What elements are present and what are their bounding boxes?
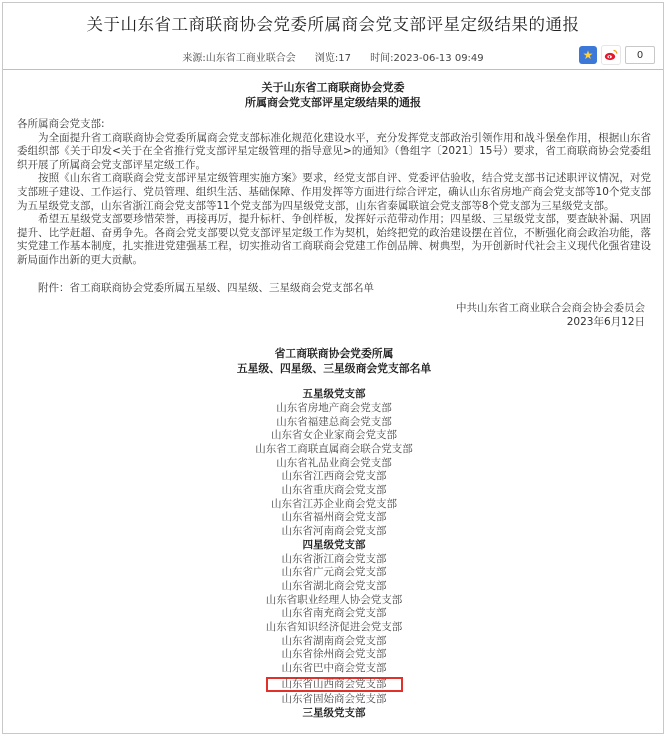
paragraph-1: 为全面提升省工商联商协会党委所属商会党支部标准化规范化建设水平，充分发挥党支部政治引领作用和战斗堡垒作用，根据山东省委组织部《关于印发<关于在全省推行党支部评星定级管理的指导意见>的通知》（鲁组字〔2021〕15号）要求，省工商联商协会党委组织开展了所属商会党支部评星定级工作。 [17, 131, 651, 171]
source-label: 来源:山东省工商业联合会 [182, 53, 296, 64]
list-item: 山东省广元商会党支部 [281, 566, 387, 579]
list-item: 山东省江苏企业商会党支部 [271, 497, 397, 510]
three-star-label: 三星级党支部 [302, 706, 366, 719]
list-item: 山东省湖北商会党支部 [281, 579, 387, 592]
article-frame [2, 2, 664, 734]
list-item: 山东省福建总商会党支部 [276, 415, 392, 428]
list-item: 山东省江西商会党支部 [281, 470, 387, 483]
page-title: 关于山东省工商联商协会党委所属商会党支部评星定级结果的通报 [86, 15, 580, 34]
views-label: 浏览:17 [314, 53, 351, 64]
list-item: 山东省湖南商会党支部 [281, 634, 387, 647]
list-item: 山东省房地产商会党支部 [276, 401, 392, 414]
list-title-line2: 五星级、四星级、三星级商会党支部名单 [236, 361, 432, 375]
list-item: 山东省南充商会党支部 [281, 607, 387, 620]
five-star-list [17, 402, 651, 539]
sign-date: 2023年6月12日 [566, 316, 645, 329]
greeting: 各所属商会党支部: [17, 118, 105, 130]
list-item: 山东省固始商会党支部 [281, 692, 387, 705]
star-icon[interactable]: ★ [579, 46, 597, 64]
meta-bar [3, 43, 663, 70]
article-body [3, 118, 663, 720]
list-title-line1: 省工商联商协会党委所属 [274, 347, 394, 361]
paragraph-3: 希望五星级党支部要珍惜荣誉，再接再厉，提升标杆、争创样板，发挥好示范带动作用；四星级、三星级党支部，要查缺补漏、巩固提升、比学赶超、奋勇争先。各商会党支部要以党支部评星定级工作为契机，始终把党的政治建设摆在首位，不断强化商会政治功能，落实党建工作基本制度，扎实推进党建强基工程，切实推动省工商联商会党建工作创品牌、树典型，为开创新时代社会主义现代化强省建设新局面作出新的更大贡献。 [17, 213, 651, 266]
highlighted-list-item: 山东省山西商会党支部 [266, 677, 403, 692]
article-meta [3, 49, 663, 64]
share-tools [579, 45, 655, 65]
list-item: 山东省河南商会党支部 [281, 525, 387, 538]
notice-heading-line2: 所属商会党支部评星定级结果的通报 [245, 96, 421, 109]
five-star-label: 五星级党支部 [302, 388, 366, 401]
list-item: 山东省知识经济促进会党支部 [265, 621, 403, 634]
list-item: 山东省工商联直属商会联合党支部 [255, 442, 413, 455]
sign-organization: 中共山东省工商业联合会商会协会委员会 [456, 302, 645, 315]
weibo-icon[interactable] [601, 45, 621, 65]
list-item: 山东省徐州商会党支部 [281, 648, 387, 661]
list-item: 山东省女企业家商会党支部 [271, 429, 397, 442]
notice-heading-line1: 关于山东省工商联商协会党委 [261, 81, 405, 94]
list-item: 山东省职业经理人协会党支部 [265, 593, 403, 606]
list-item: 山东省巴中商会党支部 [281, 662, 387, 675]
time-label: 时间:2023-06-13 09:49 [370, 53, 484, 64]
weibo-glyph [604, 49, 618, 61]
notice-heading [3, 80, 663, 110]
list-item: 山东省重庆商会党支部 [281, 484, 387, 497]
branch-list [17, 347, 651, 720]
four-star-list [17, 553, 651, 707]
signature [17, 301, 651, 329]
share-count: 0 [625, 46, 655, 64]
attachment-note: 附件：省工商联商协会党委所属五星级、四星级、三星级商会党支部名单 [38, 281, 374, 294]
list-item: 山东省福州商会党支部 [281, 511, 387, 524]
list-item: 山东省浙江商会党支部 [281, 552, 387, 565]
list-item: 山东省礼品业商会党支部 [276, 456, 392, 469]
paragraph-2: 按照《山东省工商联商会党支部评星定级管理实施方案》要求，经党支部自评、党委评估验收，结合党支部书记述职评议情况，对党支部班子建设、工作运行、党员管理、组织生活、基础保障、作用发挥等方面进行综合评定，确认山东省房地产商会党支部等10个党支部为五星级党支部，山东省浙江商会党支部等11个党支部为四星级党支部，山东省泰属联谊会党支部等8个党支部为三星级党支部。 [17, 172, 651, 212]
four-star-label: 四星级党支部 [302, 538, 366, 551]
